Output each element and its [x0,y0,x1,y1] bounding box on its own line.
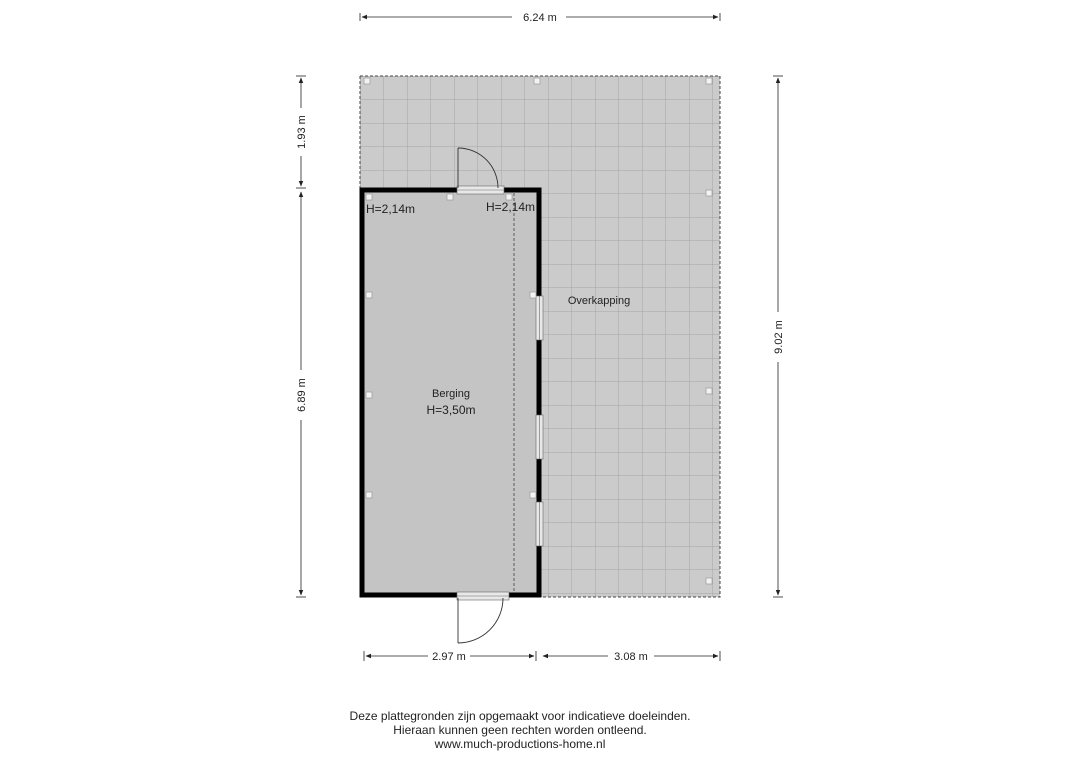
dimension-bottom-left-label: 2.97 m [432,651,466,663]
dimension-top-label: 6.24 m [523,12,557,24]
disclaimer [0,709,1040,751]
dimension-bottom-right [543,651,720,663]
overkapping-label: Overkapping [567,295,631,307]
dimension-left-lower-label: 6.89 m [296,378,308,412]
dimension-top [360,12,720,24]
dimension-left-upper [296,76,308,188]
dimension-left-upper-label: 1.93 m [296,115,308,149]
height-label-right: H=2,14m [486,200,536,214]
disclaimer-line-1: Deze plattegronden zijn opgemaakt voor indicatieve doeleinden. [349,709,691,723]
bottom-door [457,592,509,643]
dimension-right-label: 9.02 m [773,320,785,354]
disclaimer-line-2: Hieraan kunnen geen rechten worden ontleend. [393,723,647,737]
dimension-left-lower [296,192,308,597]
dimension-bottom-right-label: 3.08 m [614,651,648,663]
berging-label: Berging [432,388,470,400]
disclaimer-website: www.much-productions-home.nl [434,737,606,751]
berging-height-label: H=3,50m [426,403,476,417]
height-label-left: H=2,14m [366,202,416,216]
dimension-bottom-left [364,651,536,663]
windows [536,296,543,546]
dimension-right [773,76,785,597]
